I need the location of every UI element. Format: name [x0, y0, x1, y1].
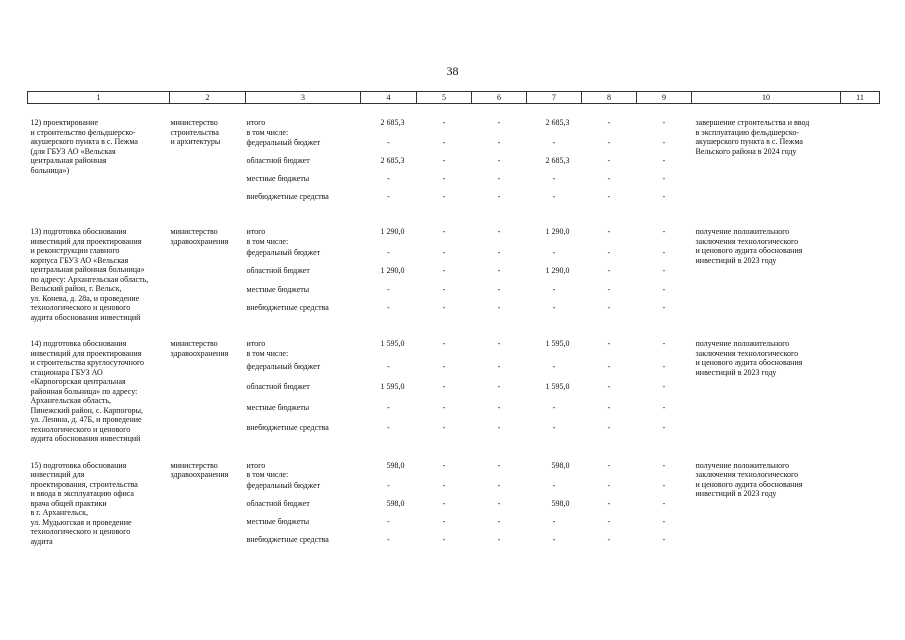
funding-source-label: областной бюджет [246, 156, 310, 165]
spacer-cell [28, 210, 880, 227]
value-cell-c9: - [662, 339, 666, 348]
value-cell-c9: - [662, 227, 666, 236]
responsible-organization [170, 227, 246, 322]
value-cell-c4: - [387, 174, 390, 183]
value-cell-c5: - [442, 498, 446, 508]
funding-source-label: местные бюджеты [246, 284, 310, 294]
value-cell-c4: - [387, 247, 390, 257]
value-cell-c7: 598,0 [551, 460, 570, 470]
description-line: Вельский район, г. Вельск, [30, 284, 122, 293]
value-cell-c8: - [607, 284, 611, 294]
value-cell-c9: - [662, 361, 666, 371]
empty-cell-11 [841, 461, 880, 553]
description-line: технологического и ценового [30, 303, 131, 312]
funding-source-label: областной бюджет [246, 498, 310, 508]
measure-description [28, 227, 170, 322]
value-cell-c7: - [552, 480, 556, 490]
responsible-organization [170, 339, 246, 444]
description-line: стационара ГБУЗ АО [30, 367, 103, 377]
value-cell-c6: - [497, 247, 501, 257]
value-cell-c9: - [662, 460, 666, 470]
spacer-cell [28, 104, 880, 119]
result-line: и ценового аудита обоснования [695, 358, 803, 367]
value-cell-c8: - [607, 174, 611, 183]
value-cell-c5: - [442, 303, 446, 313]
value-cell-c5: - [442, 174, 446, 183]
table-row [28, 118, 880, 138]
funding-source-sublabel: в том числе: [246, 127, 289, 137]
page-number: 38 [446, 64, 459, 78]
measure-description [28, 461, 170, 553]
value-cell-c5: - [442, 118, 446, 127]
value-cell-c8: - [607, 361, 611, 371]
organization-line: министерство [170, 227, 218, 236]
funding-source-cell [246, 423, 361, 443]
expected-result [692, 461, 841, 553]
funding-source-cell [246, 285, 361, 304]
value-cell-c6: - [497, 138, 501, 147]
funding-source-label: итого [246, 339, 266, 348]
value-cell-c7: 598,0 [551, 498, 570, 508]
funding-source-cell [246, 227, 361, 248]
row-spacer [28, 210, 880, 227]
value-cell-c5: - [442, 339, 446, 348]
value-cell-c7: 1 595,0 [545, 339, 570, 348]
value-cell-c4: - [387, 423, 390, 433]
header-cell: 4 [361, 92, 417, 104]
description-line: аудита [30, 536, 53, 546]
organization-line: и архитектуры [170, 137, 221, 146]
table-row [28, 339, 880, 362]
result-line: заключения технологического [695, 470, 799, 479]
description-line: 13) подготовка обоснования [30, 227, 127, 236]
responsible-organization [170, 118, 246, 210]
description-line: врача общей практики [30, 498, 107, 508]
value-cell-c8: - [607, 480, 611, 490]
value-cell-c6: - [497, 118, 501, 127]
funding-source-sublabel: в том числе: [246, 236, 289, 246]
value-cell-c8: - [607, 402, 611, 412]
value-cell-c5: - [442, 156, 446, 165]
value-cell-c4: 2 685,3 [380, 118, 405, 127]
value-cell-c4: - [387, 361, 390, 371]
organization-line: министерство [170, 460, 218, 470]
funding-source-cell [246, 192, 361, 210]
value-cell-c8: - [607, 266, 611, 276]
empty-cell-11 [841, 339, 880, 444]
funding-source-label: местные бюджеты [246, 516, 310, 526]
funding-source-cell [246, 481, 361, 499]
value-cell-c4: 1 595,0 [380, 339, 405, 348]
value-cell-c5: - [442, 382, 446, 392]
funding-source-cell [246, 517, 361, 535]
description-line: и ввода в эксплуатацию офиса [30, 489, 134, 498]
funding-source-label: внебюджетные средства [246, 534, 329, 544]
description-line: акушерского пункта в с. Пежма [30, 137, 138, 146]
value-cell-c8: - [607, 192, 611, 201]
value-cell-c7: - [552, 192, 556, 201]
organization-line: здравоохранения [170, 236, 229, 246]
result-line: завершение строительства и ввод [695, 118, 810, 127]
header-cell: 7 [527, 92, 582, 104]
value-cell-c9: - [662, 247, 666, 257]
description-line: по адресу: Архангельская область, [30, 274, 149, 284]
value-cell-c4: - [387, 284, 390, 294]
value-cell-c4: - [387, 480, 390, 490]
result-line: заключения технологического [695, 348, 799, 358]
funding-source-label: федеральный бюджет [246, 480, 321, 490]
value-cell-c8: - [607, 118, 611, 127]
funding-source-cell [246, 535, 361, 553]
value-cell-c8: - [607, 460, 611, 470]
value-cell-c8: - [607, 156, 611, 165]
value-cell-c6: - [497, 361, 501, 371]
value-cell-c9: - [662, 382, 666, 392]
value-cell-c6: - [497, 339, 501, 348]
value-cell-c6: - [497, 382, 501, 392]
funding-source-cell [246, 461, 361, 481]
value-cell-c7: - [552, 247, 556, 257]
value-cell-c9: - [662, 174, 666, 183]
funding-source-cell [246, 362, 361, 382]
value-cell-c4: - [387, 138, 390, 147]
value-cell-c5: - [442, 423, 446, 433]
description-line: Архангельская область, [30, 396, 112, 405]
header-cell: 3 [246, 92, 361, 104]
value-cell-c9: - [662, 402, 666, 412]
value-cell-c6: - [497, 192, 501, 201]
description-line: в г. Архангельск, [30, 508, 88, 517]
value-cell-c9: - [662, 156, 666, 165]
header-cell: 1 [28, 92, 170, 104]
value-cell-c5: - [442, 284, 446, 294]
result-line: в эксплуатацию фельдшерско- [695, 127, 799, 137]
value-cell-c5: - [442, 192, 446, 201]
table-row [28, 461, 880, 481]
funding-source-label: областной бюджет [246, 382, 310, 392]
value-cell-c9: - [662, 534, 666, 544]
header-cell: 2 [170, 92, 246, 104]
header-cell: 8 [582, 92, 637, 104]
result-line: и ценового аудита обоснования [695, 246, 803, 255]
value-cell-c6: - [497, 423, 501, 433]
value-cell-c7: 2 685,3 [545, 156, 570, 165]
value-cell-c4: - [387, 192, 390, 201]
value-cell-c5: - [442, 138, 446, 147]
result-line: Вельского района в 2024 году [695, 146, 797, 156]
result-line: инвестиций в 2023 году [695, 255, 777, 265]
description-line: технологического и ценового [30, 527, 131, 536]
header-cell: 5 [417, 92, 472, 104]
funding-source-cell [246, 339, 361, 362]
organization-line: министерство [170, 339, 218, 348]
funding-source-label: местные бюджеты [246, 402, 310, 412]
spacer-cell [28, 444, 880, 461]
value-cell-c4: - [387, 402, 390, 412]
funding-source-label: внебюджетные средства [246, 423, 329, 433]
funding-source-cell [246, 266, 361, 285]
value-cell-c4: 1 290,0 [380, 227, 405, 236]
value-cell-c5: - [442, 227, 446, 236]
value-cell-c5: - [442, 266, 446, 276]
value-cell-c9: - [662, 138, 666, 147]
description-line: Пинежский район, с. Карпогоры, [30, 405, 143, 415]
description-line: больница») [30, 165, 70, 175]
description-line: (для ГБУЗ АО «Вельская [30, 146, 116, 156]
description-line: инвестиций для проектирования [30, 348, 142, 358]
organization-line: здравоохранения [170, 470, 229, 479]
value-cell-c8: - [607, 247, 611, 257]
measure-description [28, 118, 170, 210]
funding-source-cell [246, 248, 361, 267]
value-cell-c9: - [662, 423, 666, 433]
description-line: аудита обоснования инвестиций [30, 312, 141, 322]
value-cell-c7: - [552, 303, 556, 313]
value-cell-c4: 598,0 [386, 498, 405, 508]
funding-source-cell [246, 303, 361, 322]
description-line: ул. Конева, д. 28а, и проведение [30, 293, 140, 303]
value-cell-c7: - [552, 402, 556, 412]
value-cell-c6: - [497, 516, 501, 526]
expected-result [692, 339, 841, 444]
spacer-cell [28, 322, 880, 339]
value-cell-c7: - [552, 361, 556, 371]
funding-source-sublabel: в том числе: [246, 348, 289, 358]
responsible-organization [170, 461, 246, 553]
value-cell-c9: - [662, 480, 666, 490]
funding-source-cell [246, 156, 361, 174]
description-line: инвестиций для проектирования [30, 236, 142, 246]
value-cell-c6: - [497, 460, 501, 470]
value-cell-c5: - [442, 480, 446, 490]
result-line: получение положительного [695, 227, 790, 236]
funding-source-cell [246, 499, 361, 517]
funding-source-sublabel: в том числе: [246, 470, 289, 479]
value-cell-c6: - [497, 284, 501, 294]
value-cell-c6: - [497, 156, 501, 165]
value-cell-c6: - [497, 402, 501, 412]
value-cell-c5: - [442, 361, 446, 371]
budget-table [27, 91, 880, 553]
value-cell-c8: - [607, 227, 611, 236]
description-line: ул. Мудьюгская и проведение [30, 517, 132, 527]
header-cell: 9 [637, 92, 692, 104]
value-cell-c8: - [607, 382, 611, 392]
funding-source-label: местные бюджеты [246, 174, 310, 183]
description-line: районная больница» по адресу: [30, 386, 138, 396]
header-cell: 10 [692, 92, 841, 104]
funding-source-cell [246, 382, 361, 402]
measure-description [28, 339, 170, 444]
result-line: акушерского пункта в с. Пежма [695, 137, 803, 146]
value-cell-c6: - [497, 534, 501, 544]
description-line: аудита обоснования инвестиций [30, 434, 141, 443]
organization-line: здравоохранения [170, 348, 229, 358]
value-cell-c8: - [607, 303, 611, 313]
description-line: центральная районная больница» [30, 265, 145, 274]
value-cell-c6: - [497, 303, 501, 313]
value-cell-c9: - [662, 284, 666, 294]
value-cell-c9: - [662, 303, 666, 313]
funding-source-label: федеральный бюджет [246, 138, 321, 147]
empty-cell-11 [841, 227, 880, 322]
expected-result [692, 227, 841, 322]
value-cell-c7: - [552, 516, 556, 526]
description-line: 12) проектирование [30, 118, 98, 127]
value-cell-c8: - [607, 339, 611, 348]
value-cell-c5: - [442, 516, 446, 526]
value-cell-c4: 1 595,0 [380, 382, 405, 392]
value-cell-c9: - [662, 266, 666, 276]
value-cell-c6: - [497, 174, 501, 183]
expected-result [692, 118, 841, 210]
header-cell: 11 [841, 92, 880, 104]
value-cell-c7: 1 290,0 [545, 227, 570, 236]
funding-source-cell [246, 138, 361, 156]
value-cell-c6: - [497, 266, 501, 276]
funding-source-cell [246, 403, 361, 423]
funding-source-label: федеральный бюджет [246, 247, 321, 257]
description-line: 15) подготовка обоснования [30, 460, 127, 470]
funding-source-label: областной бюджет [246, 266, 310, 276]
value-cell-c7: 1 290,0 [545, 266, 570, 276]
description-line: ул. Ленина, д. 47Б, и проведение [30, 415, 142, 424]
result-line: получение положительного [695, 460, 790, 470]
funding-source-label: итого [246, 118, 266, 127]
description-line: «Карпогорская центральная [30, 377, 126, 386]
value-cell-c7: - [552, 138, 556, 147]
value-cell-c8: - [607, 534, 611, 544]
value-cell-c6: - [497, 227, 501, 236]
value-cell-c9: - [662, 118, 666, 127]
value-cell-c6: - [497, 498, 501, 508]
header-row [28, 92, 880, 104]
value-cell-c4: - [387, 534, 390, 544]
value-cell-c7: - [552, 423, 556, 433]
value-cell-c7: 1 595,0 [545, 382, 570, 392]
value-cell-c7: - [552, 174, 556, 183]
value-cell-c9: - [662, 516, 666, 526]
value-cell-c5: - [442, 534, 446, 544]
value-cell-c9: - [662, 192, 666, 201]
description-line: и строительства круглосуточного [30, 358, 145, 367]
value-cell-c6: - [497, 480, 501, 490]
funding-source-cell [246, 174, 361, 192]
result-line: заключения технологического [695, 236, 799, 246]
funding-source-label: итого [246, 460, 266, 470]
result-line: инвестиций в 2023 году [695, 367, 777, 377]
value-cell-c5: - [442, 460, 446, 470]
description-line: проектирования, строительства [30, 479, 138, 489]
value-cell-c7: 2 685,3 [545, 118, 570, 127]
description-line: технологического и ценового [30, 424, 131, 434]
row-spacer [28, 104, 880, 119]
value-cell-c8: - [607, 138, 611, 147]
description-line: центральная районная [30, 156, 107, 165]
value-cell-c8: - [607, 516, 611, 526]
value-cell-c9: - [662, 498, 666, 508]
result-line: получение положительного [695, 339, 790, 348]
description-line: 14) подготовка обоснования [30, 339, 127, 348]
funding-source-cell [246, 118, 361, 138]
value-cell-c4: - [387, 303, 390, 313]
header-cell: 6 [472, 92, 527, 104]
result-line: и ценового аудита обоснования [695, 479, 803, 489]
value-cell-c7: - [552, 284, 556, 294]
description-line: и реконструкции главного [30, 246, 120, 255]
value-cell-c8: - [607, 498, 611, 508]
description-line: и строительство фельдшерско- [30, 127, 136, 137]
value-cell-c4: 2 685,3 [380, 156, 405, 165]
table-row [28, 227, 880, 248]
row-spacer [28, 444, 880, 461]
description-line: инвестиций для [30, 470, 85, 479]
result-line: инвестиций в 2023 году [695, 489, 777, 498]
description-line: корпуса ГБУЗ АО «Вельская [30, 255, 129, 265]
value-cell-c7: - [552, 534, 556, 544]
value-cell-c5: - [442, 247, 446, 257]
value-cell-c4: 598,0 [386, 460, 405, 470]
value-cell-c4: - [387, 516, 390, 526]
row-spacer [28, 322, 880, 339]
value-cell-c8: - [607, 423, 611, 433]
value-cell-c4: 1 290,0 [380, 266, 405, 276]
funding-source-label: итого [246, 227, 266, 236]
table-body [28, 92, 880, 553]
organization-line: министерство [170, 118, 218, 127]
empty-cell-11 [841, 118, 880, 210]
value-cell-c5: - [442, 402, 446, 412]
funding-source-label: федеральный бюджет [246, 361, 321, 371]
funding-source-label: внебюджетные средства [246, 192, 329, 201]
funding-source-label: внебюджетные средства [246, 303, 329, 313]
organization-line: строительства [170, 127, 219, 137]
